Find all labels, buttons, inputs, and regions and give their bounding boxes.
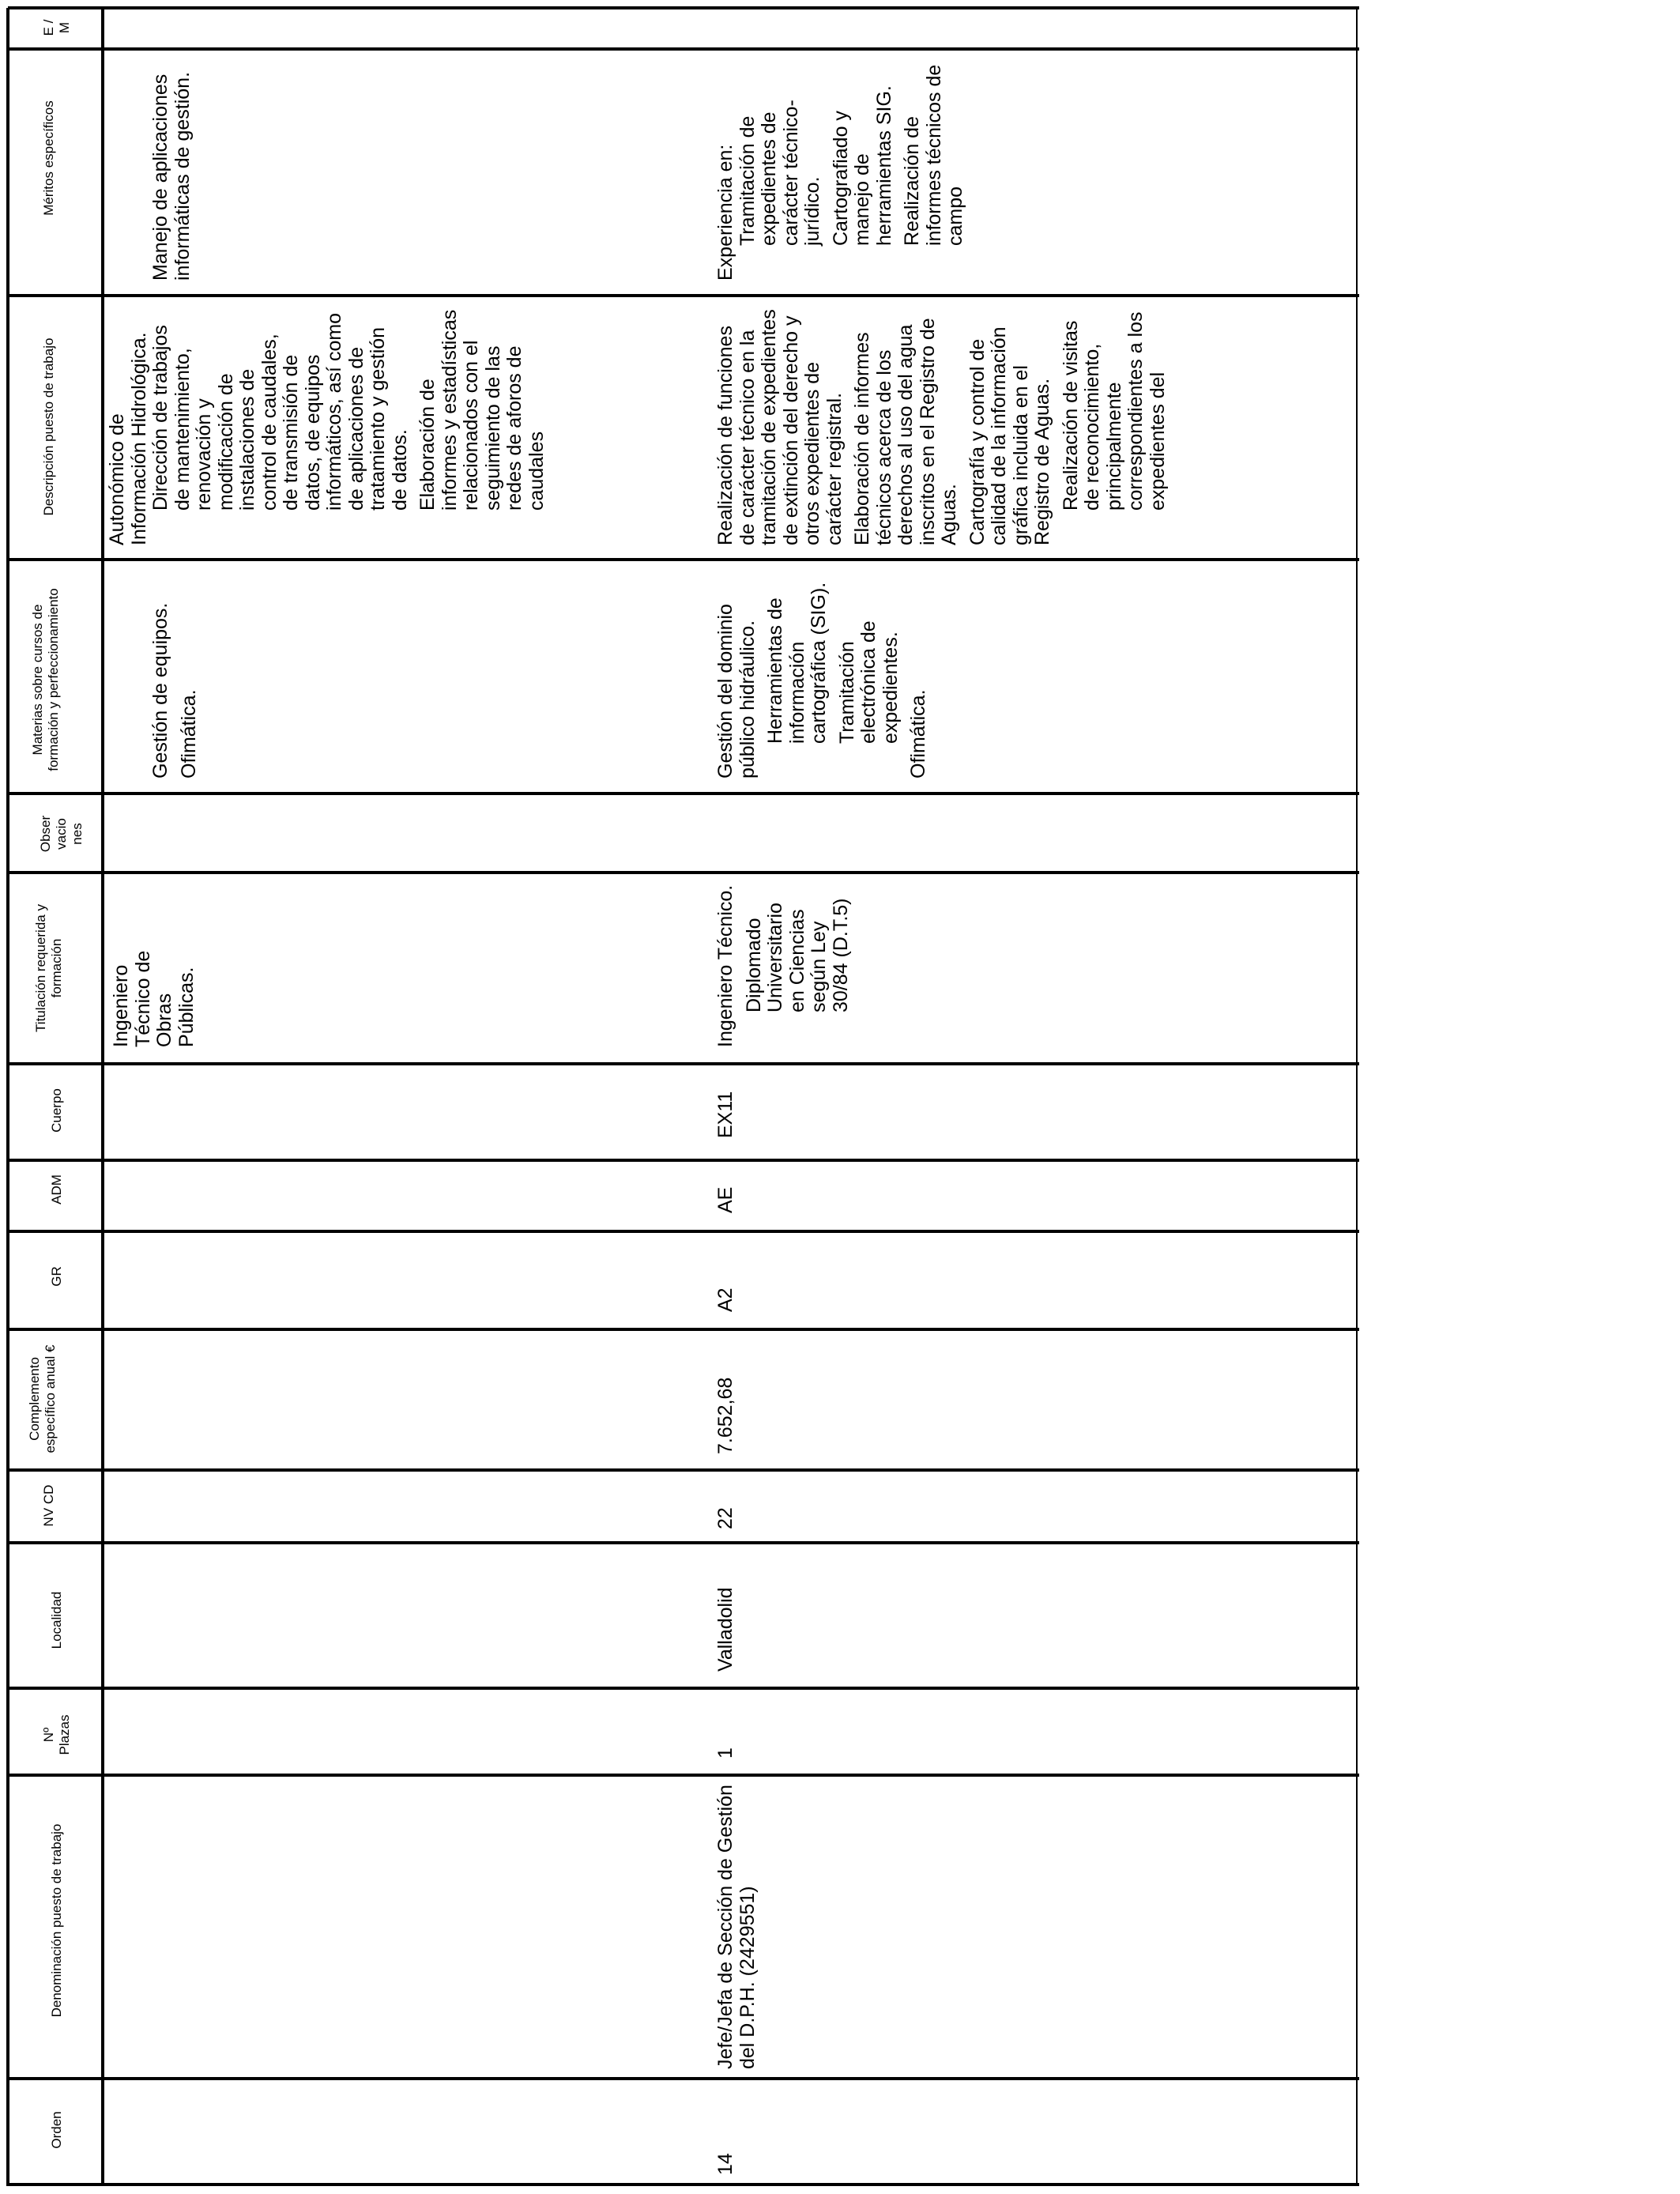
prev-materias: Gestión de equipos. Ofimática.: [149, 602, 200, 778]
row14-descripcion: Realización de funciones de carácter técnico en la tramitación de expedientes de extinción del derecho y otros expedientes de carácter registral. Elaboración de informes técnicos acerca de los derechos al uso del agua inscritos en el Registro de Aguas. Cartografía y control de calidad de la información gráfica incluida en el Registro de Aguas. Realización de visitas de reconocimiento, principalmente correspondientes a los expedientes del: [714, 309, 1169, 545]
header-descripcion: Descripción puesto de trabajo: [41, 337, 56, 516]
header-plazas: Nº Plazas: [41, 1714, 72, 1755]
row-divider: [8, 1328, 1359, 1331]
row14-denominacion: Jefe/Jefa de Sección de Gestión del D.P.H. (2429551): [714, 1785, 759, 2069]
header-em: E / M: [41, 19, 72, 36]
header-observaciones: Obser vacio nes: [38, 815, 85, 853]
row14-complemento: 7.652,68: [714, 1377, 736, 1454]
row-divider: [8, 558, 1359, 561]
header-nv-cd: NV CD: [41, 1484, 56, 1527]
row-divider: [8, 1468, 1359, 1472]
row14-materias: Gestión del dominio público hidráulico. Herramientas de información cartográfica (SIG). Tramitación electrónica de expedientes. Ofimática.: [714, 582, 929, 778]
row14-titulacion: Ingeniero Técnico. Diplomado Universitario en Ciencias según Ley 30/84 (D.T.5): [714, 884, 852, 1047]
header-cuerpo: Cuerpo: [49, 1088, 64, 1133]
row14-nv-cd: 22: [714, 1507, 736, 1529]
prev-meritos: Manejo de aplicaciones informáticas de gestión.: [149, 71, 194, 281]
row-divider: [8, 1541, 1359, 1544]
row-divider: [8, 294, 1359, 297]
row-divider: [8, 1687, 1359, 1690]
frame-right-border: [1356, 8, 1358, 2186]
prev-descripcion: Autonómico de Información Hidrológica. Dirección de trabajos de mantenimiento, renovación y modificación de instalaciones de control de caudales, de transmisión de datos, de equipos informáticos, así como de aplicaciones de tratamiento y gestión de datos. Elaboración de informes y estadísticas relacionados con el seguimiento de las redes de aforos de caudales: [106, 309, 548, 545]
header-complemento: Complemento específico anual €: [27, 1344, 58, 1453]
row-divider: [8, 871, 1359, 874]
row-divider: [8, 1062, 1359, 1065]
frame-left-border: [6, 8, 9, 2186]
header-titulacion: Titulación requerida y formación: [33, 904, 64, 1032]
row-divider: [8, 2077, 1359, 2080]
prev-titulacion: Ingeniero Técnico de Obras Públicas.: [110, 950, 198, 1047]
row14-adm: AE: [714, 1186, 736, 1213]
row14-orden: 14: [714, 2153, 736, 2175]
header-materias: Materias sobre cursos de formación y perfeccionamiento: [30, 588, 61, 771]
header-orden: Orden: [49, 2111, 64, 2149]
row-divider: [8, 792, 1359, 795]
row14-localidad: Valladolid: [714, 1587, 736, 1672]
top-border: [8, 6, 1359, 9]
row14-gr: A2: [714, 1287, 736, 1312]
header-localidad: Localidad: [49, 1591, 64, 1649]
bottom-border: [8, 2183, 1359, 2186]
row-divider: [8, 1774, 1359, 1777]
header-denominacion: Denominación puesto de trabajo: [49, 1823, 64, 2018]
row14-cuerpo: EX11: [714, 1091, 736, 1138]
header-double-line: [101, 8, 104, 2186]
header-adm: ADM: [49, 1174, 64, 1204]
row14-plazas: 1: [714, 1747, 736, 1759]
header-gr: GR: [49, 1266, 64, 1287]
row14-meritos: Experiencia en: Tramitación de expedientes de carácter técnico-jurídico. Cartografiado y manejo de herramientas SIG. Realización de informes técnicos de campo: [714, 64, 966, 281]
header-meritos: Méritos específicos: [41, 100, 56, 216]
row-divider: [8, 1159, 1359, 1162]
row-divider: [8, 47, 1359, 51]
row-divider: [8, 1230, 1359, 1233]
